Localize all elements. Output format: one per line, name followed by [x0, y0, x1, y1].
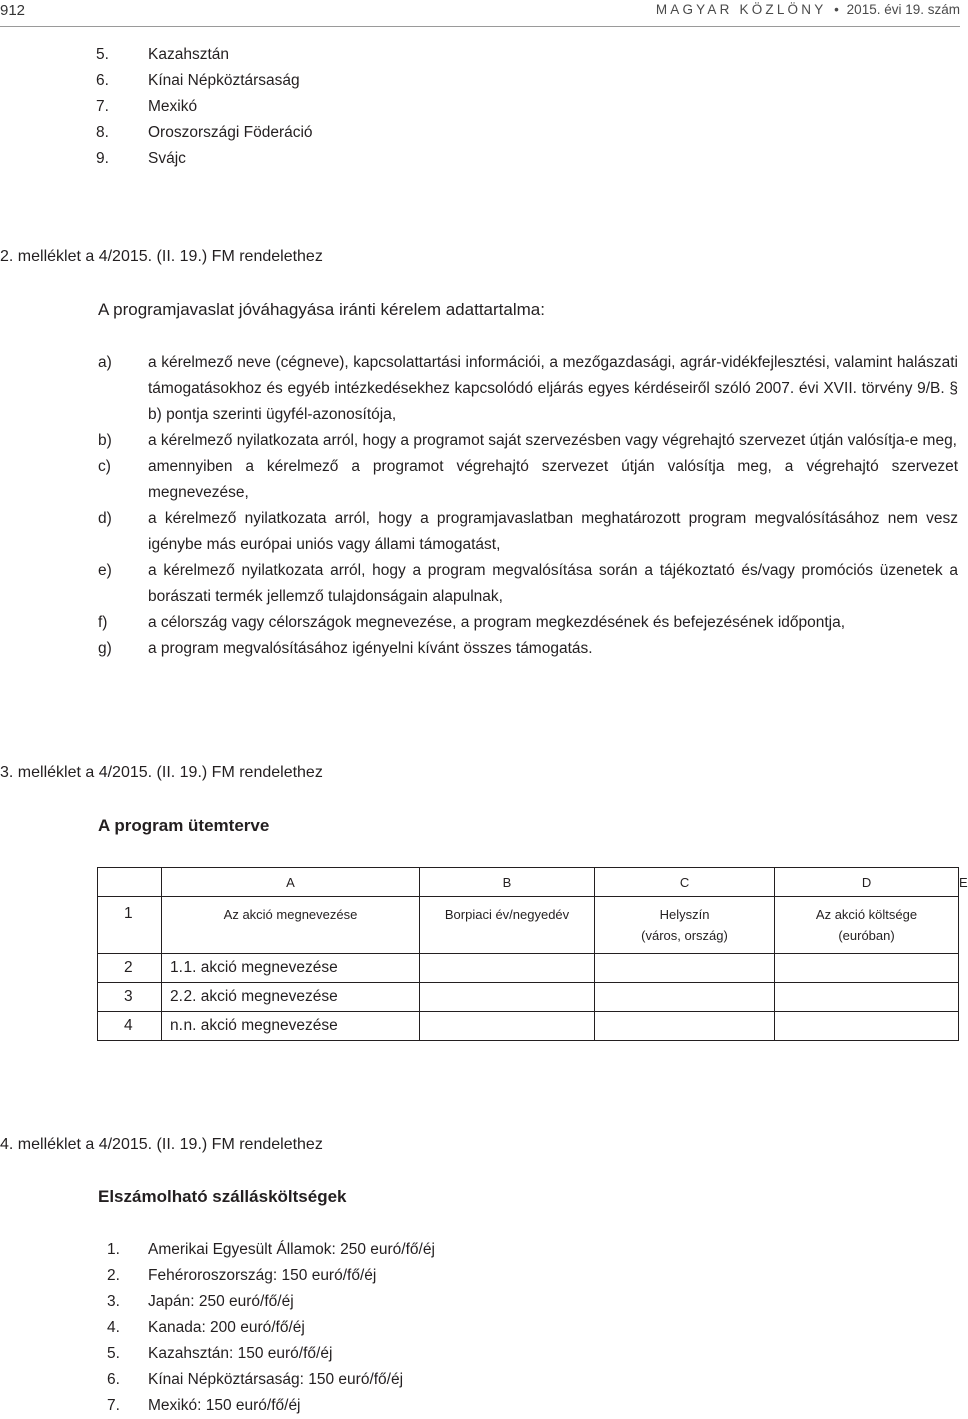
list-item: 1. Amerikai Egyesült Államok: 250 euró/fő/éj: [107, 1241, 435, 1258]
list-item: g) a program megvalósításához igényelni kívánt összes támogatás.: [98, 640, 593, 657]
page-number: 912: [0, 2, 26, 19]
annex2-items: [98, 350, 958, 662]
accommodation-cost-list: [107, 1237, 435, 1419]
list-item: c) amennyiben a kérelmező a programot végrehajtó szervezet útján valósítja meg, a végrehajtó szervezet megnevezése,: [98, 458, 958, 501]
table-row: 4 n. n. akció megnevezése: [98, 1012, 959, 1041]
list-item: 5. Kazahsztán: 150 euró/fő/éj: [107, 1345, 333, 1362]
page-header: [0, 0, 960, 27]
list-item: a) a kérelmező neve (cégneve), kapcsolattartási információi, a mezőgazdasági, agrár-vidékfejlesztési, valamint halászati támogatásokhoz és egyéb intézkedésekhez kapcsolódó eljárás egyes kérdéseiről szóló 2007. évi XVII. törvény 9/B. § b) pontja szerinti ügyfél-azonosítója,: [98, 354, 958, 423]
list-item: 6. Kínai Népköztársaság: [96, 72, 300, 89]
annex2-title: 2. melléklet a 4/2015. (II. 19.) FM rendelethez: [0, 248, 323, 265]
annex3-title: 3. melléklet a 4/2015. (II. 19.) FM rendelethez: [0, 764, 323, 781]
table-row: 2 1. 1. akció megnevezése: [98, 954, 959, 983]
list-item: e) a kérelmező nyilatkozata arról, hogy a program megvalósítása során a tájékoztató és/vagy promóciós üzenetek a borászati termék jellemző tulajdonságain alapulnak,: [98, 562, 958, 605]
list-item: 9. Svájc: [96, 150, 186, 167]
country-list-top: [96, 42, 313, 172]
table-row: 3 2. 2. akció megnevezése: [98, 983, 959, 1012]
list-item: 8. Oroszországi Föderáció: [96, 124, 313, 141]
annex3-heading: A program ütemterve: [98, 816, 270, 835]
list-item: 7. Mexikó: [96, 98, 198, 115]
annex4-title: 4. melléklet a 4/2015. (II. 19.) FM rendelethez: [0, 1136, 323, 1153]
annex2-heading: A programjavaslat jóváhagyása iránti kérelem adattartalma:: [98, 300, 545, 319]
list-item: 3. Japán: 250 euró/fő/éj: [107, 1293, 294, 1310]
list-item: 4. Kanada: 200 euró/fő/éj: [107, 1319, 305, 1336]
program-schedule-table: [97, 867, 968, 1041]
list-item: d) a kérelmező nyilatkozata arról, hogy a programjavaslatban meghatározott program megvalósításához nem vesz igénybe más európai uniós vagy állami támogatást,: [98, 510, 958, 553]
list-item: 5. Kazahsztán: [96, 46, 229, 63]
header-separator: •: [834, 2, 839, 17]
table-row: A B C D E: [98, 868, 959, 897]
annex4-heading: Elszámolható szállásköltségek: [98, 1187, 347, 1206]
list-item: b) a kérelmező nyilatkozata arról, hogy a programot saját szervezésben vagy végrehajtó szervezet útján valósítja-e meg,: [98, 432, 957, 449]
list-item: 2. Fehéroroszország: 150 euró/fő/éj: [107, 1267, 377, 1284]
journal-name: MAGYAR KÖZLÖNY: [655, 2, 827, 17]
issue-label: 2015. évi 19. szám: [846, 2, 960, 17]
list-item: 7. Mexikó: 150 euró/fő/éj: [107, 1397, 301, 1414]
list-item: f) a célország vagy célországok megnevezése, a program megkezdésének és befejezésének időpontja,: [98, 614, 846, 631]
table-row: 1 Az akció megnevezése Borpiaci év/negyedév Helyszín (város, ország) Az akció költsége (euróban): [98, 897, 959, 954]
list-item: 6. Kínai Népköztársaság: 150 euró/fő/éj: [107, 1371, 404, 1388]
journal-info: [656, 2, 960, 17]
